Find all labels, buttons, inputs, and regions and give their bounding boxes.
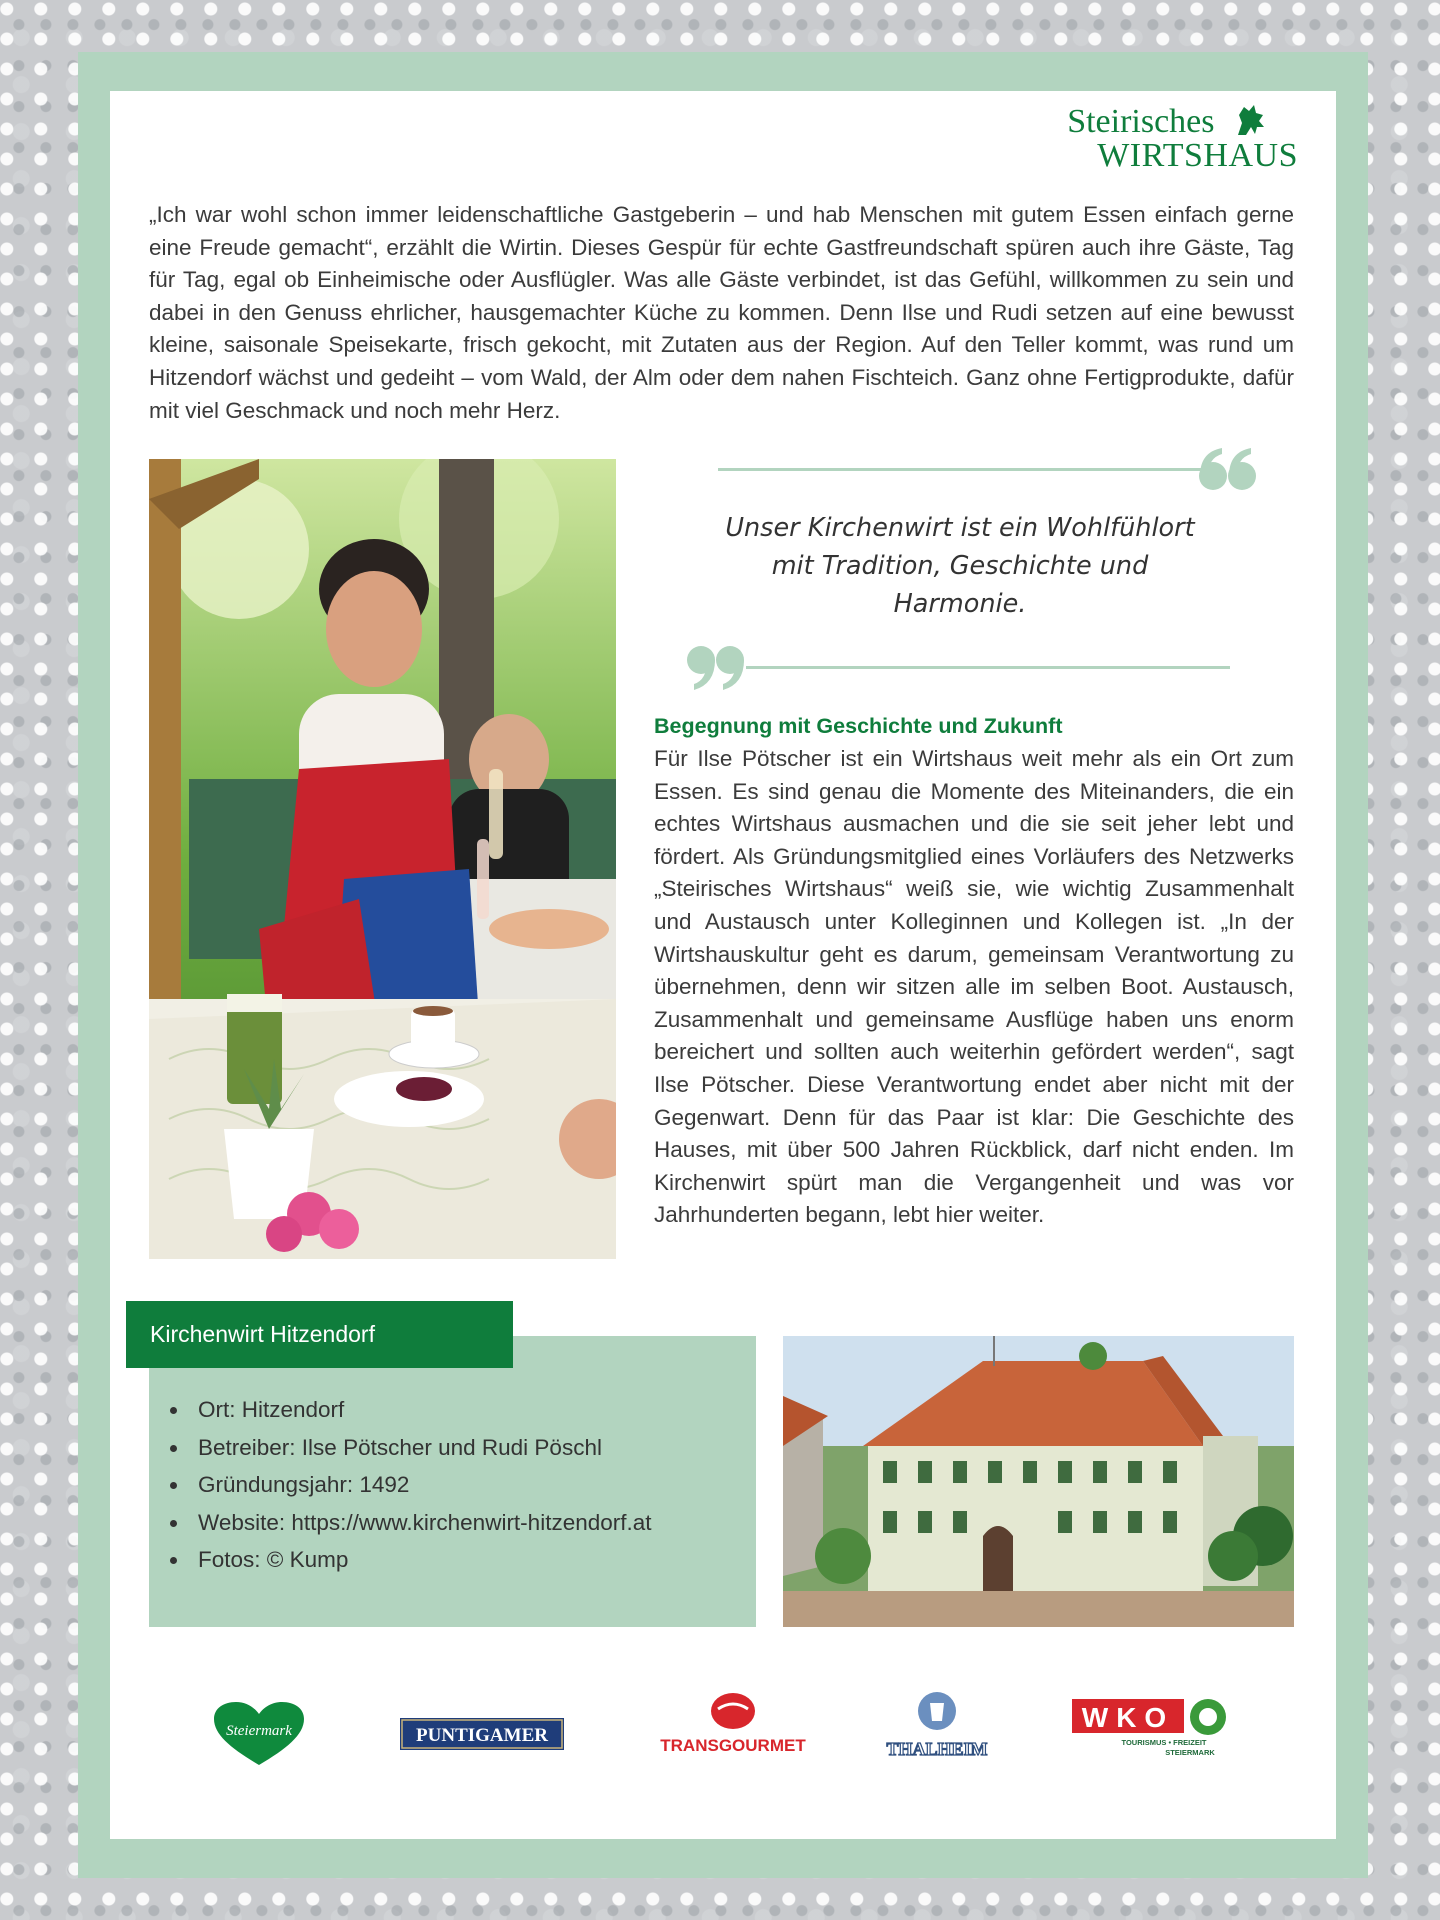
info-item-photos: • Fotos: © Kump <box>190 1541 652 1579</box>
quote-line2: mit Tradition, Geschichte und <box>771 551 1149 581</box>
panther-icon <box>1230 101 1270 141</box>
puntigamer-logo <box>400 1718 564 1750</box>
steirisches-wirtshaus-logo <box>1067 105 1298 173</box>
section-body: Für Ilse Pötscher ist ein Wirtshaus weit mehr als ein Ort zum Essen. Es sind genau die Momente des Miteinanders, die ein echtes Wirtshaus ausmachen und die sie seit jeher lebt und fördert. Als Gründungsmitglied eines Vorläufers des Netzwerks „Steirisches Wirtshaus“ weiß sie, wie wichtig Zusammenhalt und Austausch unter Kolleginnen und Kollegen ist. „In der Wirtshauskultur geht es darum, gemeinsam Verantwortung zu übernehmen, denn wir sitzen alle im selben Boot. Austausch, Zusammenhalt und gemeinsame Ausflüge haben uns enorm bereichert und sollten auch weiterhin gefördert werden“, sagt Ilse Pötscher. Diese Verantwortung endet aber nicht mit der Gegenwart. Denn für das Paar ist klar: Die Geschichte des Hauses, mit über 500 Jahren Rückblick, darf nicht enden. Im Kirchenwirt spürt man die Vergangenheit und was vor Jahrhunderten begann, lebt hier weiter. <box>654 746 1294 1228</box>
logo-line1: Steirisches <box>1067 103 1215 140</box>
info-item-operator: • Betreiber: Ilse Pötscher und Rudi Pöschl <box>190 1429 652 1467</box>
puntigamer-text: PUNTIGAMER <box>416 1725 548 1746</box>
info-list <box>149 1391 652 1579</box>
steiermark-text: Steiermark <box>226 1723 292 1739</box>
photo-inn-building <box>783 1336 1294 1627</box>
document-page <box>110 91 1336 1839</box>
thalheim-logo <box>876 1691 998 1761</box>
info-title: Kirchenwirt Hitzendorf <box>126 1301 513 1368</box>
heart-icon <box>212 1701 306 1767</box>
intro-paragraph: „Ich war wohl schon immer leidenschaftliche Gastgeberin – und hab Menschen mit gutem Essen einfach gerne eine Freude gemacht“, erzählt die Wirtin. Dieses Gespür für echte Gastfreundschaft spüren auch ihre Gäste, Tag für Tag, egal ob Einheimische oder Ausflügler. Was alle Gäste verbindet, ist das Gefühl, willkommen zu sein und dabei in den Genuss ehrlicher, hausgemachter Küche zu kommen. Denn Ilse und Rudi setzen auf eine bewusst kleine, saisonale Speisekarte, frisch gekocht, mit Zutaten aus der Region. Auf den Teller kommt, was rund um Hitzendorf wächst und gedeiht – vom Wald, der Alm oder dem nahen Fischteich. Ganz ohne Fertigprodukte, dafür mit viel Geschmack und noch mehr Herz. <box>149 202 1294 423</box>
wko-logo <box>1072 1691 1228 1757</box>
info-item-website: • Website: https://www.kirchenwirt-hitzendorf.at <box>190 1504 652 1542</box>
quote-text <box>710 509 1210 623</box>
sponsor-logos <box>149 1691 1294 1781</box>
wko-text: WKO <box>1081 1702 1175 1733</box>
section-heading: Begegnung mit Geschichte und Zukunft <box>654 714 1063 738</box>
quote-line1: Unser Kirchenwirt ist ein Wohlfühlort <box>725 513 1195 543</box>
thalheim-text: THALHEIM <box>886 1739 988 1759</box>
quote-rule-top <box>718 468 1212 471</box>
info-item-founded: • Gründungsjahr: 1492 <box>190 1466 652 1504</box>
steiermark-logo <box>212 1701 306 1767</box>
photo-hostess <box>149 459 616 1259</box>
transgourmet-logo <box>652 1691 814 1757</box>
logo-line2: WIRTSHAUS <box>1097 137 1298 174</box>
wko-sub1: TOURISMUS • FREIZEIT <box>1121 1738 1207 1747</box>
quote-rule-bottom <box>746 666 1230 669</box>
open-quote-icon <box>1198 446 1260 494</box>
quote-line3: Harmonie. <box>893 589 1027 619</box>
close-quote-icon <box>686 644 748 692</box>
history-section <box>654 710 1294 1232</box>
transgourmet-text: TRANSGOURMET <box>660 1736 806 1755</box>
info-item-location: • Ort: Hitzendorf <box>190 1391 652 1429</box>
wko-sub2: STEIERMARK <box>1165 1748 1215 1757</box>
